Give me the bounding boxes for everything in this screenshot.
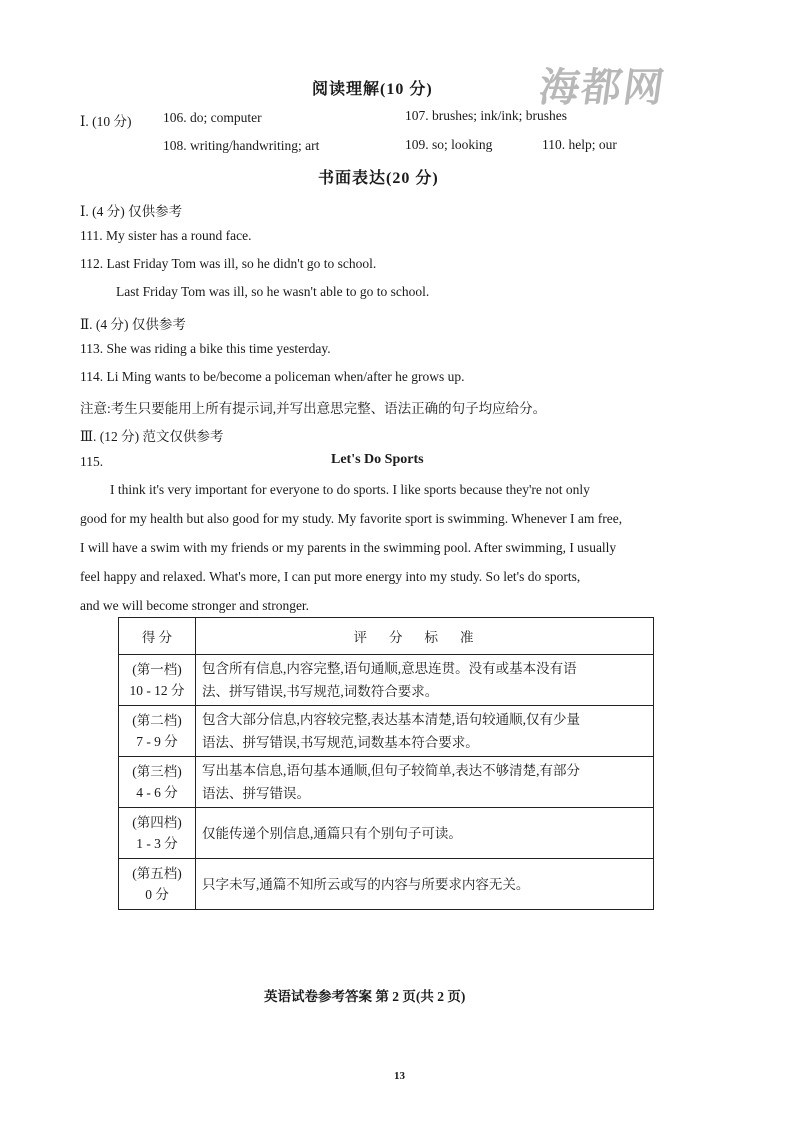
page-footer: 英语试卷参考答案 第 2 页(共 2 页) <box>264 989 466 1004</box>
watermark-logo: 海都网 <box>536 64 669 111</box>
answer-106: 106. do; computer <box>163 110 262 125</box>
essay-line: good for my health but also good for my study. My favorite sport is swimming. Whenever I am free, <box>80 511 623 526</box>
criteria-line: 写出基本信息,语句基本通顺,但句子较简单,表达不够清楚,有部分 <box>202 763 580 778</box>
table-row <box>119 808 654 859</box>
reading-part-label: Ⅰ. (10 分) <box>80 114 132 129</box>
header-criteria <box>196 618 654 655</box>
criteria-cell <box>196 808 654 859</box>
criteria-line: 包含所有信息,内容完整,语句通顺,意思连贯。没有或基本没有语 <box>202 661 577 676</box>
answer-111: 111. My sister has a round face. <box>80 228 252 243</box>
level-range: 7 - 9 分 <box>136 734 178 749</box>
essay-title: Let's Do Sports <box>331 452 424 467</box>
level-range: 1 - 3 分 <box>136 836 178 851</box>
question-115-number: 115. <box>80 454 104 469</box>
level-label: (第二档) <box>132 713 182 728</box>
criteria-line: 法、拼写错误,书写规范,词数符合要求。 <box>202 684 439 699</box>
scoring-note: 注意:考生只要能用上所有提示词,并写出意思完整、语法正确的句子均应给分。 <box>80 401 547 416</box>
criteria-cell <box>196 706 654 757</box>
level-range: 4 - 6 分 <box>136 785 178 800</box>
table-row <box>119 655 654 706</box>
essay-line: and we will become stronger and stronger. <box>80 598 310 613</box>
reading-section-title: 阅读理解(10 分) <box>312 81 433 98</box>
answer-107: 107. brushes; ink/ink; brushes <box>405 108 567 123</box>
criteria-line: 只字未写,通篇不知所云或写的内容与所要求内容无关。 <box>202 876 530 892</box>
level-cell <box>119 757 196 808</box>
essay-line: feel happy and relaxed. What's more, I can put more energy into my study. So let's do sports, <box>80 569 581 584</box>
table-row <box>119 757 654 808</box>
criteria-line: 语法、拼写错误,书写规范,词数基本符合要求。 <box>202 735 479 750</box>
criteria-line: 包含大部分信息,内容较完整,表达基本清楚,语句较通顺,仅有少量 <box>202 712 580 727</box>
header-score: 得 分 <box>119 618 196 655</box>
writing-part3-label: Ⅲ. (12 分) 范文仅供参考 <box>80 429 224 444</box>
level-cell <box>119 808 196 859</box>
level-label: (第五档) <box>132 866 182 881</box>
level-range: 10 - 12 分 <box>129 683 185 698</box>
table-row <box>119 859 654 910</box>
level-cell <box>119 655 196 706</box>
essay-line: I think it's very important for everyone to do sports. I like sports because they're not only <box>110 482 590 497</box>
level-range: 0 分 <box>145 887 169 902</box>
answer-110: 110. help; our <box>542 137 617 152</box>
level-label: (第三档) <box>132 764 182 779</box>
criteria-cell <box>196 757 654 808</box>
table-header-row <box>119 618 654 655</box>
level-cell <box>119 706 196 757</box>
criteria-cell <box>196 859 654 910</box>
answer-114: 114. Li Ming wants to be/become a policeman when/after he grows up. <box>80 369 465 384</box>
answer-109: 109. so; looking <box>405 137 493 152</box>
table-row <box>119 706 654 757</box>
essay-line: I will have a swim with my friends or my parents in the swimming pool. After swimming, I usually <box>80 540 617 555</box>
writing-part1-label: Ⅰ. (4 分) 仅供参考 <box>80 204 183 219</box>
level-label: (第一档) <box>132 662 182 677</box>
answer-113: 113. She was riding a bike this time yesterday. <box>80 341 331 356</box>
level-label: (第四档) <box>132 815 182 830</box>
writing-part2-label: Ⅱ. (4 分) 仅供参考 <box>80 317 186 332</box>
answer-112-b: Last Friday Tom was ill, so he wasn't able to go to school. <box>116 284 430 299</box>
criteria-cell <box>196 655 654 706</box>
grading-table <box>118 617 654 910</box>
header-criteria-text: 评分标准 <box>353 630 496 645</box>
answer-112-a: 112. Last Friday Tom was ill, so he didn't go to school. <box>80 256 377 271</box>
answer-108: 108. writing/handwriting; art <box>163 138 320 153</box>
page-number: 13 <box>394 1070 405 1082</box>
level-cell <box>119 859 196 910</box>
criteria-line: 语法、拼写错误。 <box>202 786 310 801</box>
criteria-line: 仅能传递个别信息,通篇只有个别句子可读。 <box>202 825 462 841</box>
writing-section-title: 书面表达(20 分) <box>318 170 439 187</box>
